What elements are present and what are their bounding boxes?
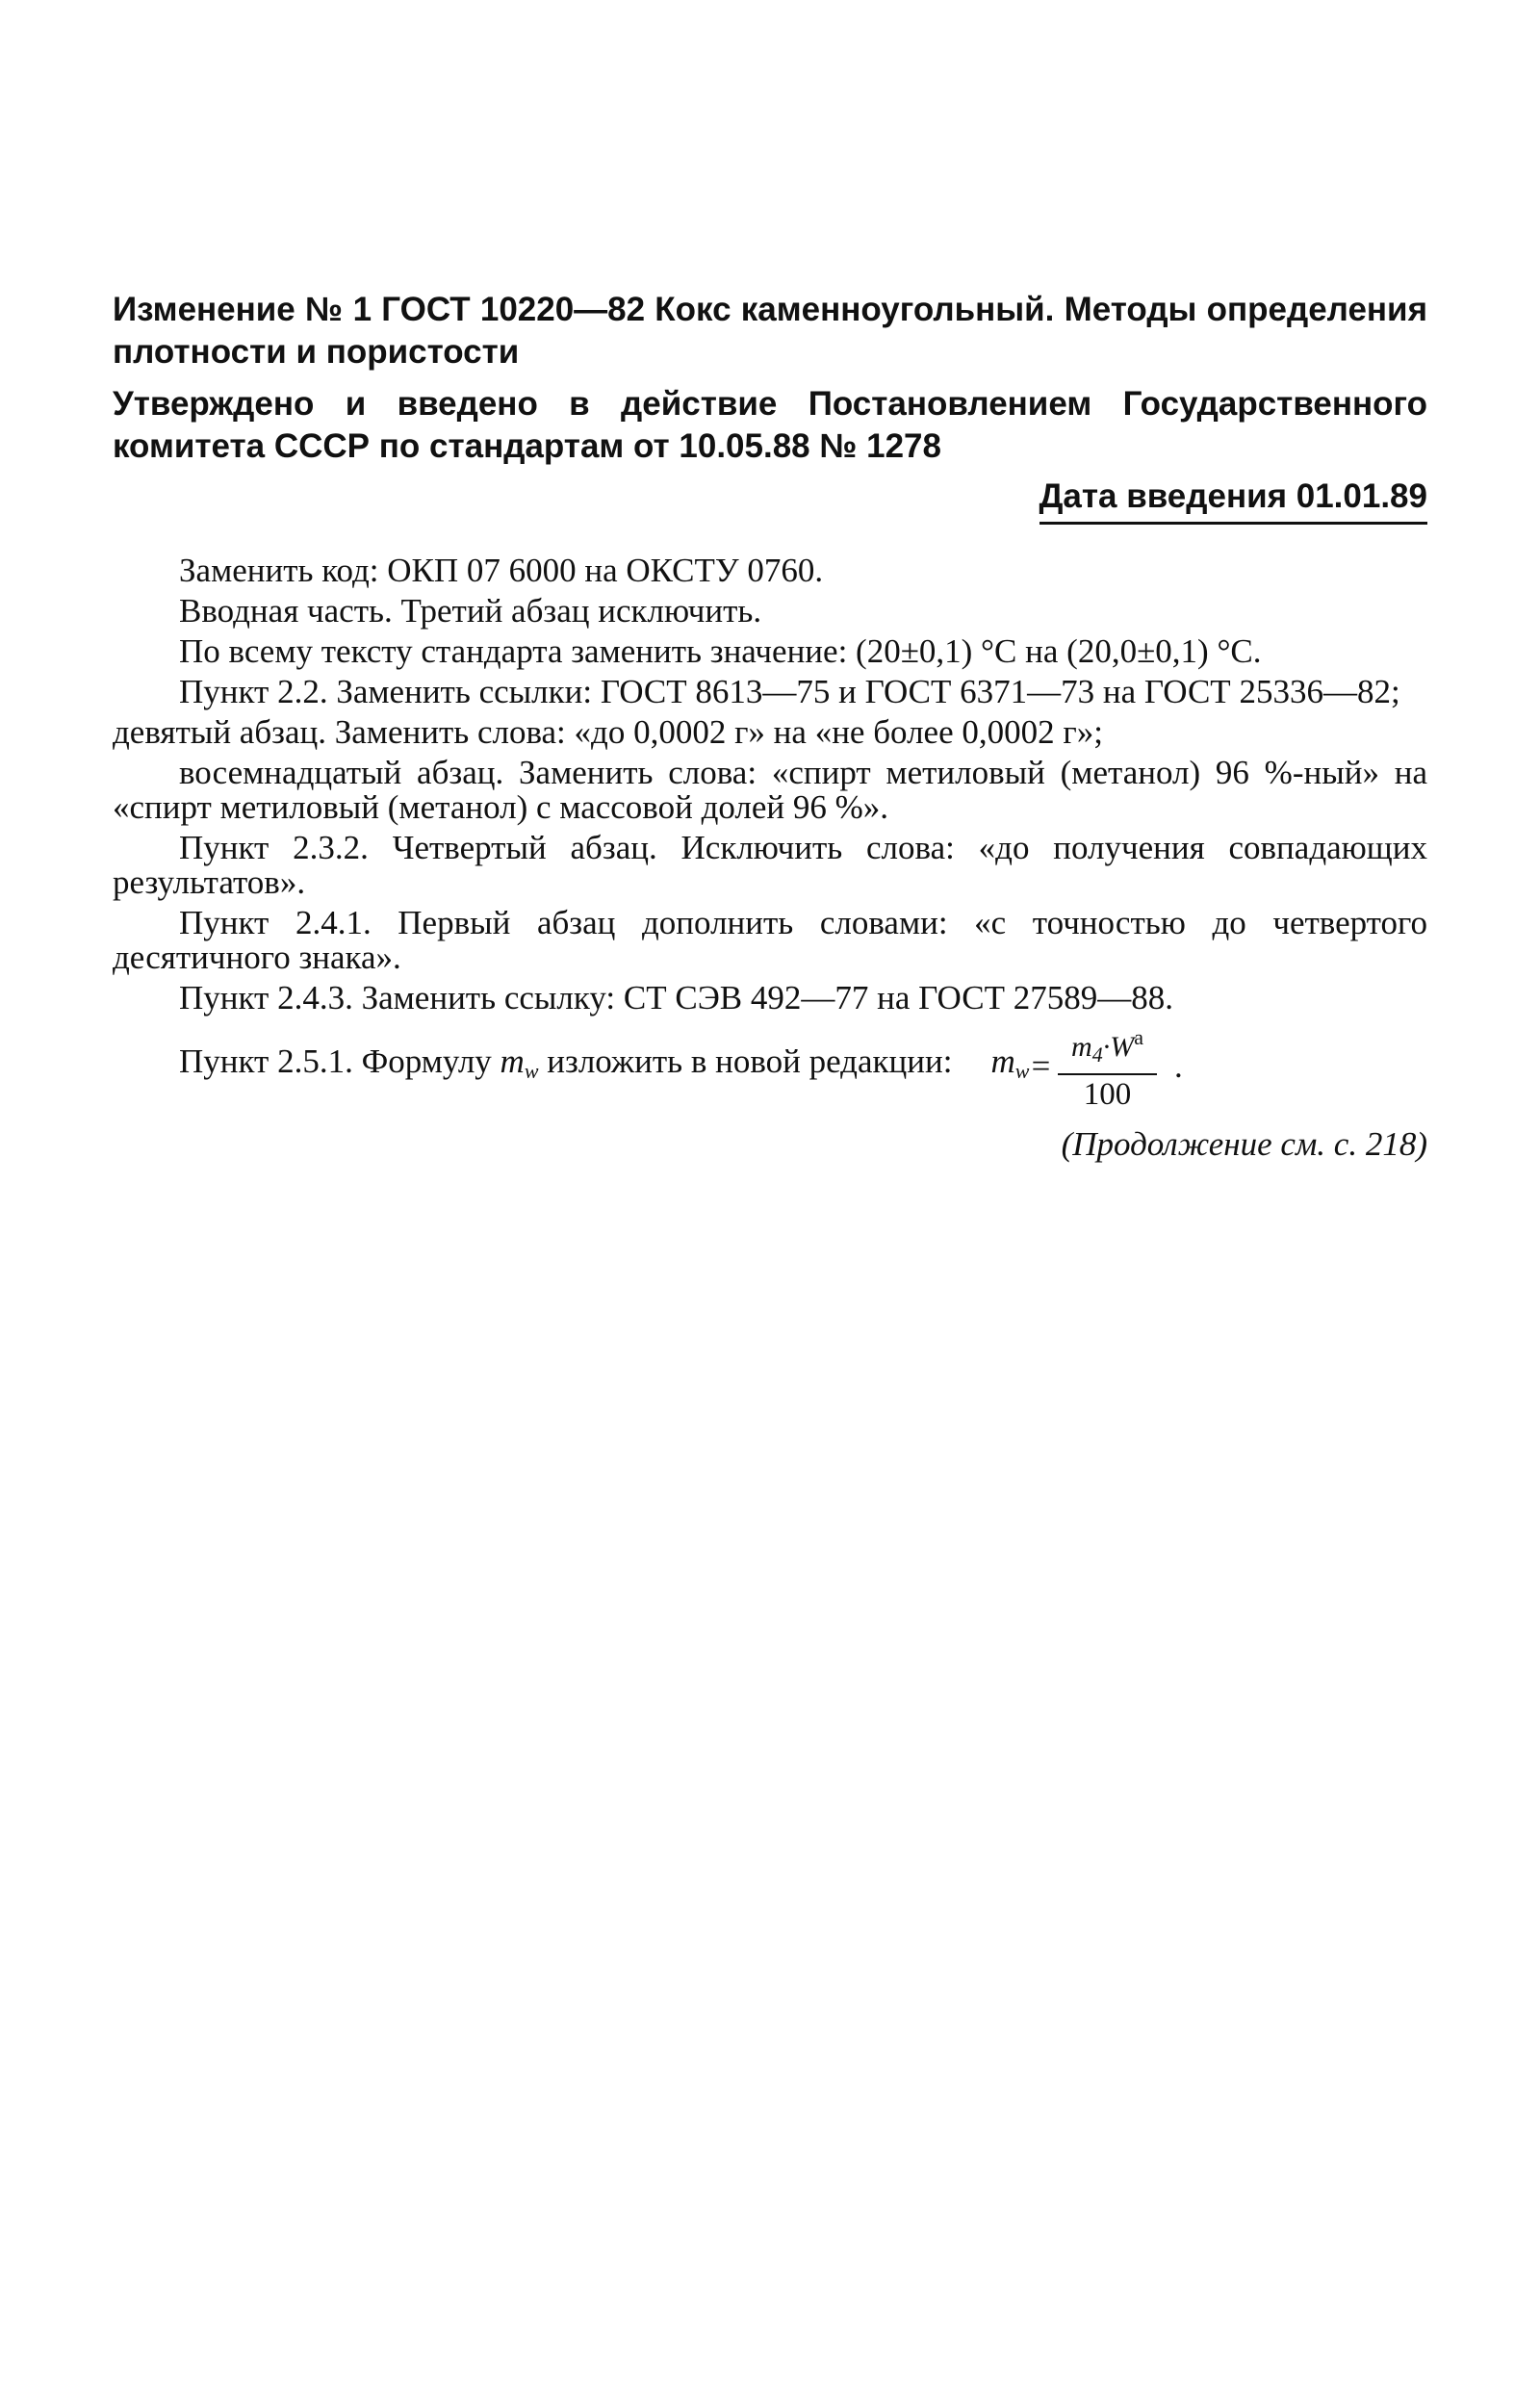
paragraph-code-change: Заменить код: ОКП 07 6000 на ОКСТУ 0760. [179, 552, 824, 589]
continued-note: (Продолжение см. с. 218) [1061, 1125, 1427, 1163]
paragraph-clause-2-5-1 [113, 1021, 1427, 1112]
paragraph-clause-2-4-1: Пункт 2.4.1. Первый абзац дополнить словами: «с точностью до четвертого десятичного знака». [113, 904, 1427, 976]
approval-statement: Утверждено и введено в действие Постановлением Государственного комитета СССР по стандартам от 10.05.88 № 1278 [113, 385, 1427, 465]
paragraph-clause-2-4-3: Пункт 2.4.3. Заменить ссылку: СТ СЭВ 492—77 на ГОСТ 27589—88. [179, 979, 1173, 1016]
document-page [113, 289, 1427, 1197]
formula-symbol: $m_w$ [500, 1042, 539, 1083]
document-body [113, 553, 1427, 1164]
effective-date-row [113, 476, 1427, 525]
effective-date: Дата введения 01.01.89 [1040, 476, 1428, 525]
paragraph-clause-2-2: Пункт 2.2. Заменить ссылки: ГОСТ 8613—75 и ГОСТ 6371—73 на ГОСТ 25336—82; [179, 673, 1400, 710]
formula-end-dot: . [1173, 1047, 1183, 1085]
formula-label-after: изложить в новой редакции: [547, 1042, 953, 1080]
formula-label-before: Пункт 2.5.1. Формулу [179, 1042, 492, 1080]
formula-fraction [1058, 1021, 1157, 1112]
formula-equals: = [1029, 1047, 1053, 1085]
formula-lhs: $m_w$ [990, 1042, 1030, 1083]
formula-numerator: $m_4\cdot W^a$ [1058, 1021, 1157, 1075]
formula-denominator: 100 [1083, 1077, 1132, 1112]
paragraph-temperature-value: По всему тексту стандарта заменить значение: (20±0,1) °С на (20,0±0,1) °С. [179, 632, 1262, 670]
document-title: Изменение № 1 ГОСТ 10220—82 Кокс каменноугольный. Методы определения плотности и пористости [113, 291, 1427, 371]
formula-mw [990, 1021, 1182, 1112]
paragraph-introduction: Вводная часть. Третий абзац исключить. [179, 592, 762, 630]
formula-label [179, 1044, 952, 1089]
paragraph-clause-2-3-2: Пункт 2.3.2. Четвертый абзац. Исключить слова: «до получения совпадающих результатов». [113, 829, 1427, 901]
paragraph-eighteenth-abzac: восемнадцатый абзац. Заменить слова: «спирт метиловый (метанол) 96 %-ный» на «спирт метиловый (метанол) с массовой долей 96 %». [113, 754, 1427, 826]
paragraph-ninth-abzac: девятый абзац. Заменить слова: «до 0,0002 г» на «не более 0,0002 г»; [113, 713, 1103, 751]
